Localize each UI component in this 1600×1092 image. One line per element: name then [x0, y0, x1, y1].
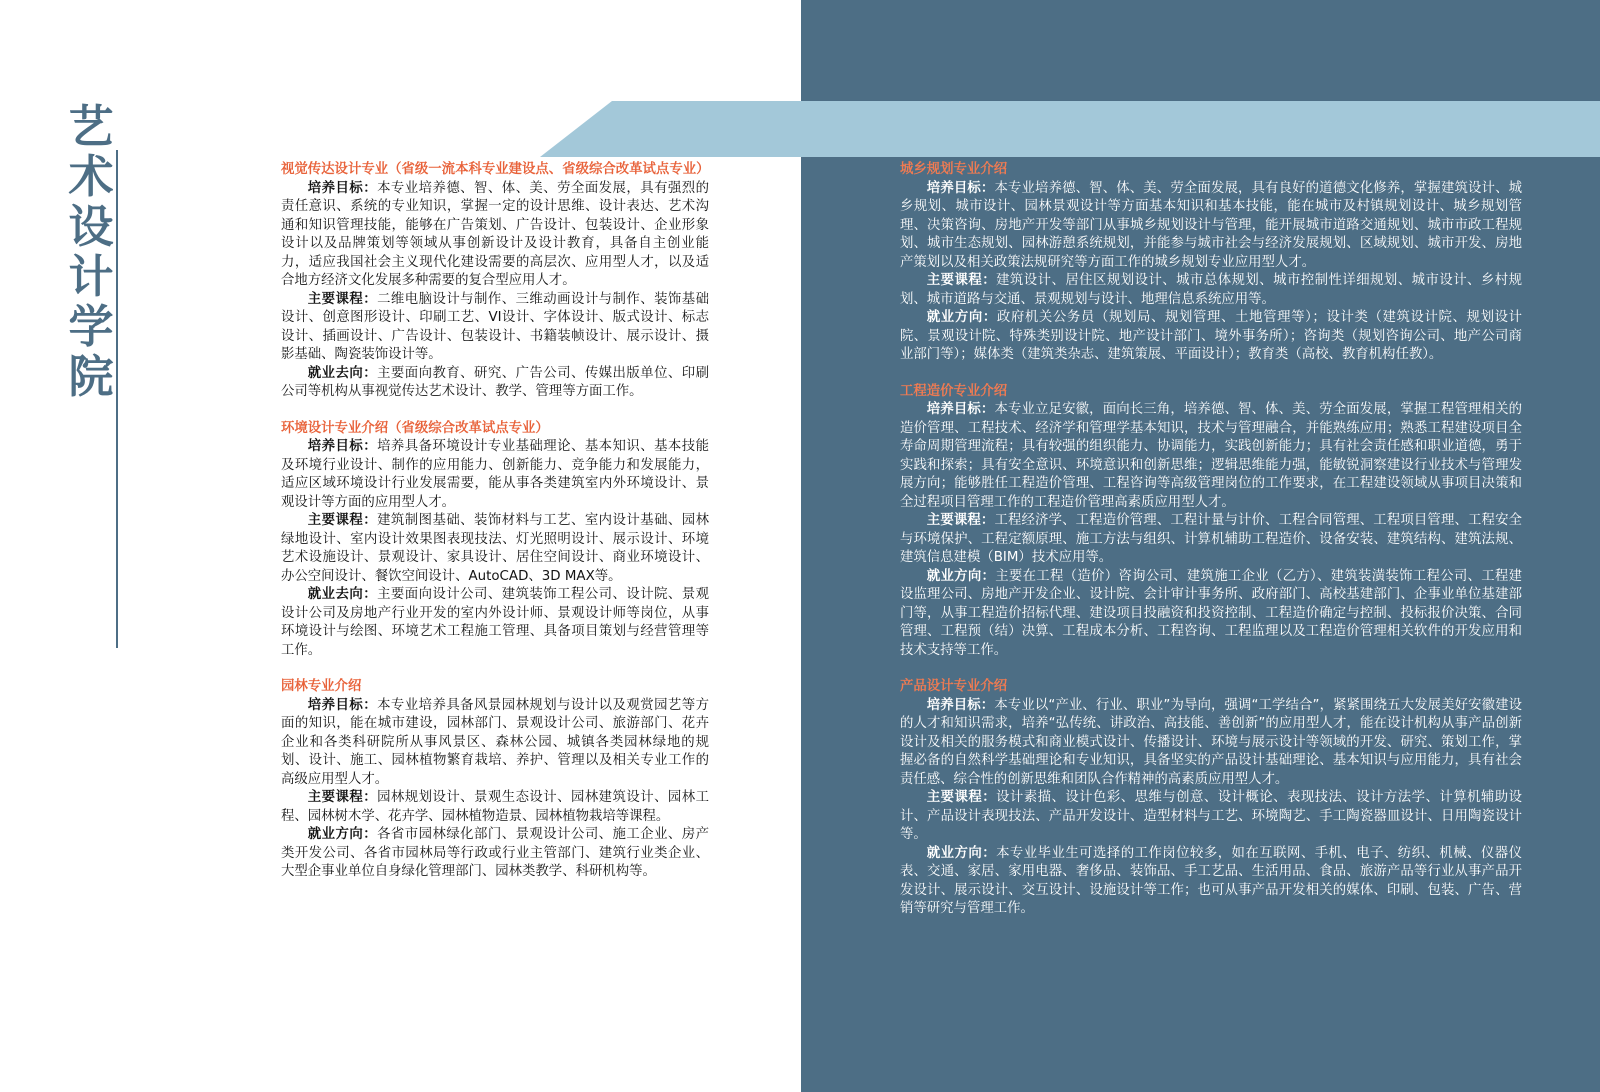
paragraph-label: 主要课程：: [307, 790, 378, 805]
paragraph-text: 本专业培养德、智、体、美、劳全面发展，具有强烈的责任意识、系统的专业知识，掌握一定的设计思维、设计表达、艺术沟通和知识管理技能，能够在广告策划、广告设计、包装设计、企业形象设计以及品牌策划等领域从事创新设计及设计教育，具备自主创业能力，适应我国社会主义现代化建设需要的高层次、应用型人才，以及适合地方经济文化发展多种需要的复合型应用人才。: [281, 180, 710, 288]
paragraph-text: 本专业以“产业、行业、职业”为导向，强调“工学结合”，紧紧围绕五大发展美好安徽建设的人才和知识需求，培养“弘传统、讲政治、高技能、善创新”的应用型人才，能在设计机构从事产品创新设计及相关的服务模式和商业模式设计、传播设计、环境与展示设计等领域的开发、研究、策划工作，掌握必备的自然科学基础理论和专业知识，具备坚实的产品设计基础理论、基本知识与应用能力，具有社会责任感、综合性的创新思维和团队合作精神的高素质应用型人才。: [900, 697, 1522, 787]
paragraph-label: 主要课程：: [926, 790, 997, 805]
section-paragraph: [281, 697, 709, 790]
section-paragraph: [281, 180, 709, 291]
paragraph-label: 培养目标：: [926, 402, 995, 417]
paragraph-label: 主要课程：: [926, 513, 995, 528]
title-char: 计: [68, 250, 114, 303]
paragraph-text: 本专业毕业生可选择的工作岗位较多，如在互联网、手机、电子、纺织、机械、仪器仪表、交通、家居、家用电器、奢侈品、装饰品、手工艺品、生活用品、食品、旅游产品等行业从事产品开发设计、展示设计、交互设计、设施设计等工作；也可从事产品开发相关的媒体、印刷、包装、广告、营销等研究与管理工作。: [900, 845, 1522, 916]
section-paragraph: [281, 291, 709, 365]
section-paragraph: [900, 272, 1522, 309]
title-char: 院: [68, 350, 114, 403]
paragraph-text: 本专业培养德、智、体、美、劳全面发展，具有良好的道德文化修养，掌握建筑设计、城乡规划、城市设计、园林景观设计等方面基本知识和基本技能，能在城市及村镇规划设计、城乡规划管理、决策咨询、房地产开发等部门从事城乡规划设计与管理，能开展城市道路交通规划、城市市政工程规划、城市生态规划、园林游憩系统规划，并能参与城市社会与经济发展规划、区域规划、城市开发、房地产策划以及相关政策法规研究等方面工作的城乡规划专业应用型人才。: [900, 180, 1523, 270]
paragraph-label: 就业方向：: [926, 568, 996, 584]
paragraph-text: 建筑设计、居住区规划设计、城市总体规划、城市控制性详细规划、城市设计、乡村规划、城市道路与交通、景观规划与设计、地理信息系统应用等。: [900, 273, 1522, 307]
title-char: 术: [68, 150, 114, 203]
paragraph-text: 政府机关公务员（规划局、规划管理、土地管理等）；设计类（建筑设计院、规划设计院、景观设计院、特殊类别设计院、地产设计部门、境外事务所）；咨询类（规划咨询公司、地产公司商业部门等）；媒体类（建筑类杂志、建筑策展、平面设计）；教育类（高校、教育机构任教）。: [900, 310, 1522, 362]
paragraph-label: 主要课程：: [307, 513, 378, 528]
section-paragraph: [281, 365, 709, 402]
paragraph-label: 就业去向：: [307, 365, 378, 381]
paragraph-text: 主要在工程（造价）咨询公司、建筑施工企业（乙方）、建筑装潢装饰工程公司、工程建设监理公司、房地产开发企业、设计院、会计审计事务所、政府部门、高校基建部门、企事业单位基建部门等，从事工程造价招标代理、建设项目投融资和投资控制、工程造价确定与控制、投标报价决策、合同管理、工程预（结）决算、工程成本分析、工程咨询、工程监理以及工程造价管理相关软件的开发应用和技术支持等工作。: [900, 568, 1522, 658]
paragraph-text: 各省市园林绿化部门、景观设计公司、施工企业、房产类开发公司、各省市园林局等行政或行业主管部门、建筑行业类企业、大型企事业单位自身绿化管理部门、园林类教学、科研机构等。: [281, 827, 710, 879]
vertical-divider-line: [116, 150, 118, 648]
title-char: 艺: [68, 100, 114, 153]
major-section-environment-design: [281, 420, 709, 661]
paragraph-text: 主要面向设计公司、建筑装饰工程公司、设计院、景观设计公司及房地产行业开发的室内外设计师、景观设计师等岗位，从事环境设计与绘图、环境艺术工程施工管理、具备项目策划与经营管理等工作。: [281, 587, 710, 658]
section-paragraph: [281, 586, 709, 660]
paragraph-text: 培养具备环境设计专业基础理论、基本知识、基本技能及环境行业设计、制作的应用能力、创新能力、竞争能力和发展能力，适应区域环境设计行业发展需要，能从事各类建筑室内外环境设计、景观设计等方面的应用型人才。: [281, 439, 710, 510]
section-paragraph: [900, 845, 1522, 919]
paragraph-label: 培养目标：: [307, 439, 378, 454]
section-paragraph: [900, 789, 1522, 845]
paragraph-text: 本专业立足安徽，面向长三角，培养德、智、体、美、劳全面发展，掌握工程管理相关的造价管理、工程技术、经济学和管理学基本知识，技术与管理融合，并能熟练应用；熟悉工程建设项目全寿命周期管理流程；具有较强的组织能力、协调能力，实践创新能力；具有社会责任感和职业道德，勇于实践和探索；具有安全意识、环境意识和创新思维；逻辑思维能力强，能敏锐洞察建设行业技术与管理发展方向；能够胜任工程造价管理、工程咨询等高级管理岗位的工作要求，在工程建设领域从事项目决策和全过程项目管理工作的工程造价管理高素质应用型人才。: [900, 402, 1523, 510]
section-title: 工程造价专业介绍: [900, 383, 1008, 399]
section-title: 产品设计专业介绍: [900, 679, 1008, 694]
section-title: 视觉传达设计专业（省级一流本科专业建设点、省级综合改革试点专业）: [281, 162, 710, 177]
paragraph-label: 培养目标：: [926, 180, 995, 196]
section-paragraph: [900, 512, 1522, 568]
paragraph-text: 园林规划设计、景观生态设计、园林建筑设计、园林工程、园林树木学、花卉学、园林植物造景、园林植物栽培等课程。: [281, 790, 710, 824]
decorative-band: [540, 101, 1600, 157]
section-paragraph: [900, 180, 1522, 273]
paragraph-label: 就业方向：: [926, 845, 997, 861]
right-column: [900, 161, 1522, 919]
paragraph-label: 主要课程：: [926, 273, 997, 288]
section-paragraph: [900, 568, 1522, 661]
major-section-product-design: [900, 678, 1522, 919]
paragraph-text: 二维电脑设计与制作、三维动画设计与制作、装饰基础设计、创意图形设计、印刷工艺、VI设计、字体设计、版式设计、标志设计、插画设计、广告设计、包装设计、书籍装帧设计、展示设计、摄影基础、陶瓷装饰设计等。: [281, 291, 710, 362]
major-section-visual-communication: [281, 161, 709, 402]
major-section-engineering-cost: [900, 383, 1522, 661]
paragraph-text: 建筑制图基础、装饰材料与工艺、室内设计基础、园林绿地设计、室内设计效果图表现技法、灯光照明设计、展示设计、环境艺术设施设计、景观设计、家具设计、居住空间设计、商业环境设计、办公空间设计、餐饮空间设计、AutoCAD、3D MAX等。: [281, 513, 710, 584]
paragraph-label: 就业方向：: [926, 310, 997, 325]
section-paragraph: [900, 697, 1522, 790]
paragraph-label: 培养目标：: [307, 180, 378, 196]
section-title: 园林专业介绍: [281, 679, 362, 694]
section-paragraph: [900, 401, 1522, 512]
section-title: 环境设计专业介绍（省级综合改革试点专业）: [281, 420, 549, 436]
paragraph-label: 就业方向：: [307, 827, 378, 842]
section-paragraph: [281, 789, 709, 826]
paragraph-text: 工程经济学、工程造价管理、工程计量与计价、工程合同管理、工程项目管理、工程安全与环境保护、工程定额原理、施工方法与组织、计算机辅助工程造价、设备安装、建筑结构、建筑法规、建筑信息建模（BIM）技术应用等。: [900, 513, 1523, 565]
paragraph-label: 主要课程：: [307, 291, 378, 307]
paragraph-label: 就业去向：: [307, 587, 378, 602]
section-paragraph: [281, 826, 709, 882]
section-title: 城乡规划专业介绍: [900, 162, 1008, 177]
title-char: 设: [68, 200, 114, 253]
section-paragraph: [281, 512, 709, 586]
section-paragraph: [900, 309, 1522, 365]
title-char: 学: [68, 300, 114, 353]
vertical-title: [64, 102, 118, 402]
left-column: [281, 161, 709, 882]
paragraph-label: 培养目标：: [307, 697, 378, 713]
major-section-urban-planning: [900, 161, 1522, 365]
major-section-landscape: [281, 678, 709, 882]
paragraph-label: 培养目标：: [926, 697, 995, 713]
paragraph-text: 设计素描、设计色彩、思维与创意、设计概论、表现技法、设计方法学、计算机辅助设计、产品设计表现技法、产品开发设计、造型材料与工艺、环境陶艺、手工陶瓷器皿设计、日用陶瓷设计等。: [900, 790, 1522, 842]
paragraph-text: 主要面向教育、研究、广告公司、传媒出版单位、印刷公司等机构从事视觉传达艺术设计、教学、管理等方面工作。: [281, 365, 710, 399]
section-paragraph: [281, 438, 709, 512]
paragraph-text: 本专业培养具备风景园林规划与设计以及观赏园艺等方面的知识，能在城市建设，园林部门、景观设计公司、旅游部门、花卉企业和各类科研院所从事风景区、森林公园、城镇各类园林绿地的规划、设计、施工、园林植物繁育栽培、养护、管理以及相关专业工作的高级应用型人才。: [281, 697, 710, 787]
